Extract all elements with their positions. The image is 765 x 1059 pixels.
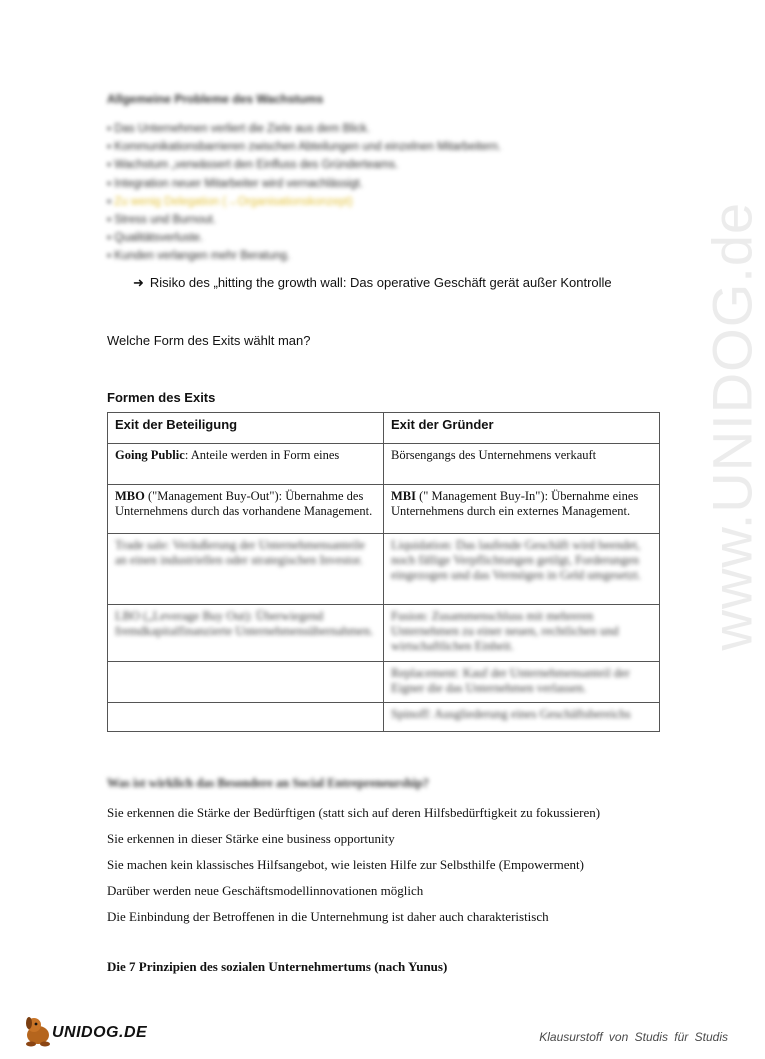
table-row xyxy=(108,444,660,485)
list-item: ▪ Das Unternehmen verliert die Ziele aus dem Blick. xyxy=(107,123,370,135)
table-cell: MBI (" Management Buy-In"): Übernahme eines Unternehmens durch ein externes Management. xyxy=(384,485,660,534)
list-item: Sie erkennen die Stärke der Bedürftigen (statt sich auf deren Hilfsbedürftigkeit zu fokussieren) xyxy=(107,805,601,820)
list-item: Sie erkennen in dieser Stärke eine business opportunity xyxy=(107,831,395,846)
list-item: Die Einbindung der Betroffenen in die Unternehmung ist daher auch charakteristisch xyxy=(107,909,549,924)
exit-question: Welche Form des Exits wählt man? xyxy=(107,333,311,348)
table-cell xyxy=(108,662,384,703)
risk-text: Risiko des „hitting the growth wall: Das operative Geschäft gerät außer Kontrolle xyxy=(149,275,612,290)
table-cell: Replacement: Kauf der Unternehmensanteil der Eigner die das Unternehmen verlassen. xyxy=(384,662,660,703)
table-cell: Liquidation: Das laufende Geschäft wird beendet, noch fällige Verpflichtungen getilgt, Forderungen eingezogen und das Vermögen in Geld umgesetzt. xyxy=(384,534,660,605)
list-item: ▪ Zu wenig Delegation (→Organisationskonzept) xyxy=(107,195,353,208)
list-item: ▪ Integration neuer Mitarbeiter wird vernachlässigt. xyxy=(107,177,363,190)
table-cell: Fusion: Zusammenschluss mit mehreren Unternehmen zu einer neuen, rechtlichen und wirtschaftlichen Einheit. xyxy=(384,605,660,662)
table-cell: MBO ("Management Buy-Out"): Übernahme des Unternehmens durch das vorhandene Management. xyxy=(108,485,384,534)
social-lines xyxy=(107,800,600,930)
table-row xyxy=(108,605,660,662)
blurred-problem-list xyxy=(107,120,501,266)
list-item: ▪ Stress und Burnout. xyxy=(107,214,216,227)
table-cell: Trade sale: Veräußerung der Unternehmensanteile an einen industriellen oder strategischen Investor. xyxy=(108,534,384,605)
table-cell: LBO („Leverage Buy Out): Überwiegend fremdkapitalfinanzierte Unternehmensübernahmen. xyxy=(108,605,384,662)
list-item: ▪ Kunden verlangen mehr Beratung. xyxy=(107,250,291,263)
list-item: ▪ Kommunikationsbarrieren zwischen Abteilungen und einzelnen Mitarbeitern. xyxy=(107,141,502,154)
table-cell: Going Public: Anteile werden in Form eines xyxy=(108,444,384,485)
list-item: Darüber werden neue Geschäftsmodellinnovationen möglich xyxy=(107,883,424,898)
col-header-beteiligung: Exit der Beteiligung xyxy=(108,413,384,444)
table-row xyxy=(108,534,660,605)
col-header-gruender: Exit der Gründer xyxy=(384,413,660,444)
list-item: ▪ Qualitätsverluste. xyxy=(107,232,204,245)
logo-text: UNIDOG.DE xyxy=(52,1024,148,1041)
risk-line xyxy=(133,275,612,291)
table-header-row xyxy=(108,413,660,444)
exits-title: Formen des Exits xyxy=(107,390,216,405)
list-item: ▪ Wachstum „verwässert den Einfluss des Gründerteams. xyxy=(107,159,399,172)
table-cell: Börsengangs des Unternehmens verkauft xyxy=(384,444,660,485)
watermark: www.UNIDOG.de xyxy=(700,201,764,651)
list-item: Sie machen kein klassisches Hilfsangebot, wie leisten Hilfe zur Selbsthilfe (Empowerment) xyxy=(107,857,584,872)
table-row xyxy=(108,703,660,732)
footer-tagline: Klausurstoff von Studis für Studis xyxy=(539,1030,728,1044)
principles-heading: Die 7 Prinzipien des sozialen Unternehmertums (nach Yunus) xyxy=(107,959,448,974)
table-cell: Spinoff: Ausgliederung eines Geschäftsbereichs xyxy=(384,703,660,732)
table-row xyxy=(108,662,660,703)
exits-table xyxy=(107,412,660,732)
arrow-right-icon: ➜ xyxy=(133,275,144,290)
social-question-blurred: Was ist wirklich das Besondere an Social Entrepreneurship? xyxy=(107,776,429,790)
table-row xyxy=(108,485,660,534)
table-cell xyxy=(108,703,384,732)
blurred-heading: Allgemeine Probleme des Wachstums xyxy=(107,92,324,106)
